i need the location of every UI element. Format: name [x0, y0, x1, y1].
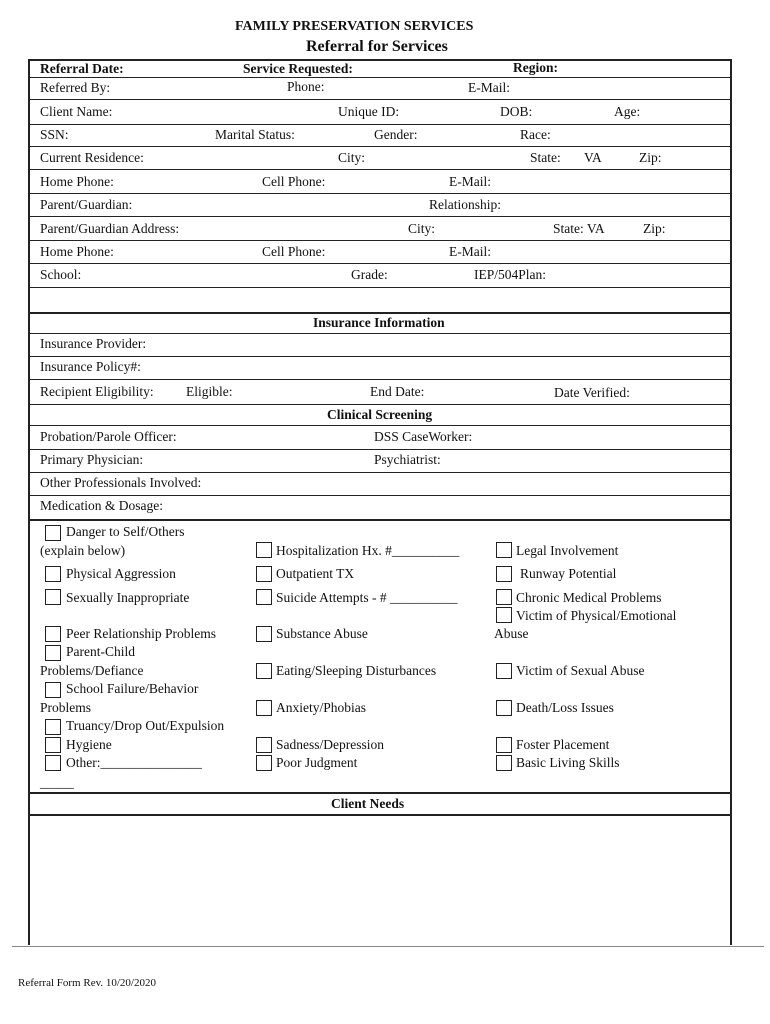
parent-guardian-label: Parent/Guardian: [40, 197, 133, 212]
substance-label: Substance Abuse [276, 626, 368, 641]
parent-home-phone-label: Home Phone: [40, 244, 114, 259]
iep-label: IEP/504Plan: [474, 267, 547, 282]
peer-checkbox[interactable] [45, 626, 61, 642]
parent-child-label: Parent-Child [66, 644, 135, 659]
medication-label: Medication & Dosage: [40, 498, 163, 513]
probation-label: Probation/Parole Officer: [40, 429, 177, 444]
basic-living-label: Basic Living Skills [516, 755, 620, 770]
frame-top [28, 59, 732, 61]
legal-checkbox[interactable] [496, 542, 512, 558]
physician-label: Primary Physician: [40, 452, 144, 467]
victim-physical-checkbox[interactable] [496, 607, 512, 623]
other-label-cont: _____ [40, 775, 74, 790]
region-label: Region: [513, 60, 558, 75]
suicide-checkbox[interactable] [256, 589, 272, 605]
hospitalization-label: Hospitalization Hx. #__________ [276, 543, 460, 558]
race-label: Race: [520, 127, 551, 142]
cell-phone-label: Cell Phone: [262, 174, 326, 189]
sexually-inappropriate-checkbox[interactable] [45, 589, 61, 605]
chronic-label: Chronic Medical Problems [516, 590, 662, 605]
eating-checkbox[interactable] [256, 663, 272, 679]
email-label: E-Mail: [468, 80, 510, 95]
sadness-checkbox[interactable] [256, 737, 272, 753]
marital-status-label: Marital Status: [215, 127, 295, 142]
truancy-label: Truancy/Drop Out/Expulsion [66, 718, 225, 733]
service-requested-label: Service Requested: [243, 61, 353, 76]
parent-child-checkbox[interactable] [45, 645, 61, 661]
grade-label: Grade: [351, 267, 388, 282]
substance-checkbox[interactable] [256, 626, 272, 642]
outpatient-label: Outpatient TX [276, 566, 355, 581]
sadness-label: Sadness/Depression [276, 737, 384, 752]
anxiety-label: Anxiety/Phobias [276, 700, 366, 715]
parent-email-label: E-Mail: [449, 244, 491, 259]
dob-label: DOB: [500, 104, 533, 119]
school-label: School: [40, 267, 82, 282]
state-label: State: [530, 150, 561, 165]
danger-checkbox[interactable] [45, 525, 61, 541]
legal-label: Legal Involvement [516, 543, 619, 558]
school-failure-checkbox[interactable] [45, 682, 61, 698]
school-failure-label: School Failure/Behavior [66, 681, 199, 696]
other-label: Other:_______________ [66, 755, 202, 770]
state-value: VA [584, 150, 602, 165]
eligible-label: Eligible: [186, 384, 233, 399]
insurance-policy-label: Insurance Policy#: [40, 359, 141, 374]
dss-label: DSS CaseWorker: [374, 429, 473, 444]
suicide-label: Suicide Attempts - # __________ [276, 590, 458, 605]
eating-label: Eating/Sleeping Disturbances [276, 663, 437, 678]
truancy-checkbox[interactable] [45, 719, 61, 735]
form-title: Referral for Services [306, 38, 448, 55]
parent-state-label: State: VA [553, 221, 605, 236]
hygiene-checkbox[interactable] [45, 737, 61, 753]
parent-zip-label: Zip: [643, 221, 666, 236]
clinical-heading: Clinical Screening [327, 407, 433, 422]
parent-child-label-2: Problems/Defiance [40, 663, 144, 678]
end-date-label: End Date: [370, 384, 425, 399]
runway-checkbox[interactable] [496, 566, 512, 582]
danger-label: Danger to Self/Others [66, 524, 185, 539]
relationship-label: Relationship: [429, 197, 501, 212]
chronic-checkbox[interactable] [496, 589, 512, 605]
peer-label: Peer Relationship Problems [66, 626, 216, 641]
referral-date-label: Referral Date: [40, 61, 124, 76]
hygiene-label: Hygiene [66, 737, 112, 752]
ssn-label: SSN: [40, 127, 69, 142]
death-loss-label: Death/Loss Issues [516, 700, 614, 715]
outpatient-checkbox[interactable] [256, 566, 272, 582]
poor-judgment-checkbox[interactable] [256, 755, 272, 771]
foster-checkbox[interactable] [496, 737, 512, 753]
unique-id-label: Unique ID: [338, 104, 400, 119]
client-needs-area[interactable] [31, 816, 728, 944]
date-verified-label: Date Verified: [554, 385, 630, 400]
client-name-label: Client Name: [40, 104, 113, 119]
parent-address-label: Parent/Guardian Address: [40, 221, 180, 236]
physical-aggression-checkbox[interactable] [45, 566, 61, 582]
parent-city-label: City: [408, 221, 436, 236]
phone-label: Phone: [287, 79, 325, 94]
recipient-eligibility-label: Recipient Eligibility: [40, 384, 154, 399]
other-checkbox[interactable] [45, 755, 61, 771]
victim-sexual-checkbox[interactable] [496, 663, 512, 679]
death-loss-checkbox[interactable] [496, 700, 512, 716]
hospitalization-checkbox[interactable] [256, 542, 272, 558]
victim-sexual-label: Victim of Sexual Abuse [516, 663, 645, 678]
client-needs-heading: Client Needs [331, 796, 405, 811]
city-label: City: [338, 150, 366, 165]
home-phone-label: Home Phone: [40, 174, 114, 189]
other-professionals-label: Other Professionals Involved: [40, 475, 202, 490]
org-title: FAMILY PRESERVATION SERVICES [235, 19, 474, 34]
insurance-heading: Insurance Information [313, 315, 445, 330]
foster-label: Foster Placement [516, 737, 610, 752]
sexually-inappropriate-label: Sexually Inappropriate [66, 590, 190, 605]
frame-left [28, 59, 30, 945]
basic-living-checkbox[interactable] [496, 755, 512, 771]
school-failure-label-2: Problems [40, 700, 92, 715]
gender-label: Gender: [374, 127, 418, 142]
physical-aggression-label: Physical Aggression [66, 566, 176, 581]
insurance-provider-label: Insurance Provider: [40, 336, 147, 351]
client-email-label: E-Mail: [449, 174, 491, 189]
runway-label: Runway Potential [520, 566, 617, 581]
victim-physical-label-2: Abuse [494, 626, 529, 641]
parent-cell-phone-label: Cell Phone: [262, 244, 326, 259]
referred-by-label: Referred By: [40, 80, 111, 95]
victim-physical-label: Victim of Physical/Emotional [516, 608, 677, 623]
danger-label-2: (explain below) [40, 543, 126, 558]
footer-revision: Referral Form Rev. 10/20/2020 [18, 977, 156, 989]
psychiatrist-label: Psychiatrist: [374, 452, 441, 467]
age-label: Age: [614, 104, 641, 119]
anxiety-checkbox[interactable] [256, 700, 272, 716]
bottom-rule [12, 946, 764, 947]
frame-right [730, 59, 732, 945]
zip-label: Zip: [639, 150, 662, 165]
residence-label: Current Residence: [40, 150, 144, 165]
poor-judgment-label: Poor Judgment [276, 755, 358, 770]
